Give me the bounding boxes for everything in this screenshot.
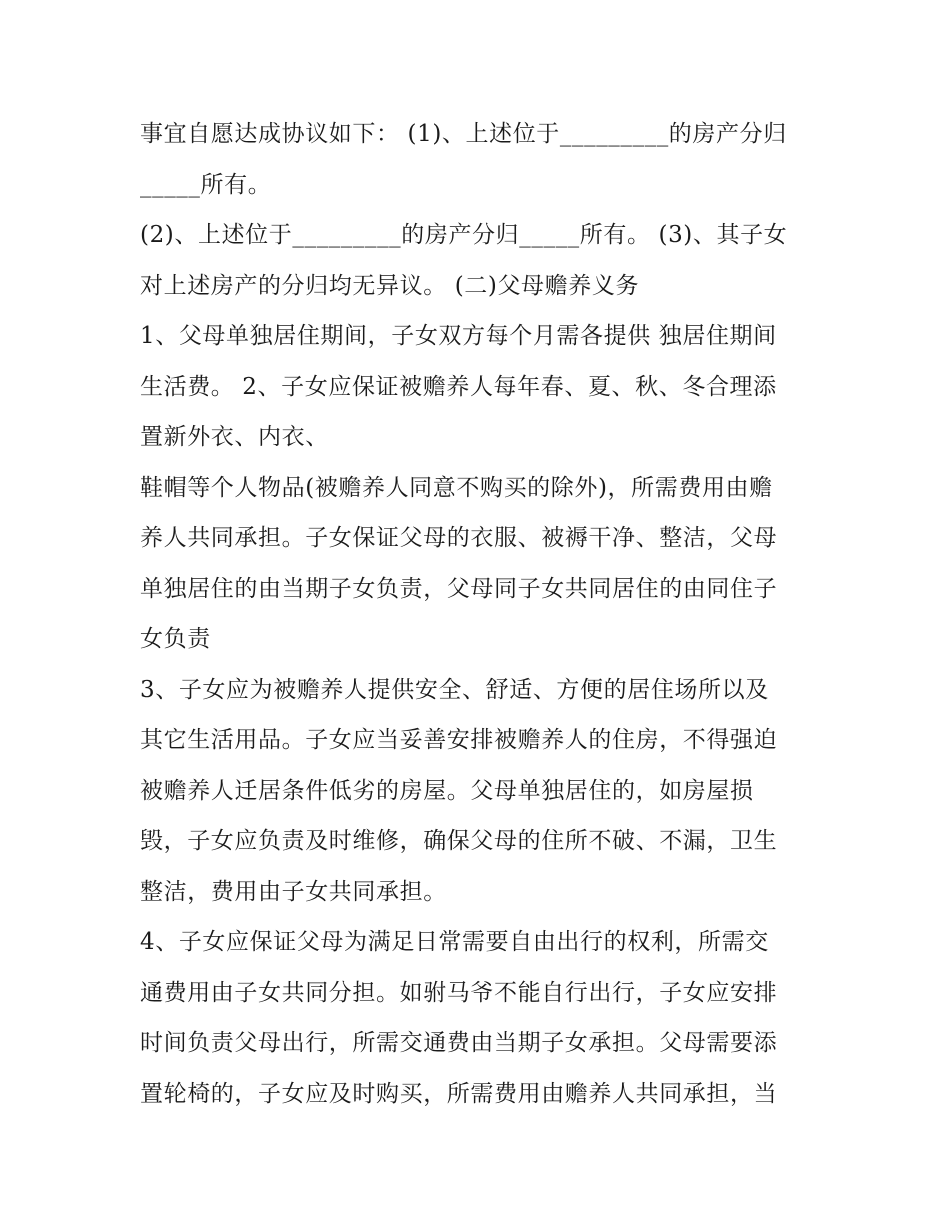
text-line: 单独居住的由当期子女负责，父母同子女共同居住的由同住子 [140,575,778,602]
text-line: 置新外衣、内衣、 [140,424,329,450]
document-body [140,109,820,1119]
text-line: 生活费。 2、子女应保证被赡养人每年春、夏、秋、冬合理添 [140,373,777,400]
text-line: _____所有。 [140,171,272,198]
text-line: 通费用由子女共同分担。如驸马爷不能自行出行，子女应安排 [140,979,778,1006]
text-line: 置轮椅的，子女应及时购买，所需费用由赡养人共同承担，当 [140,1080,778,1107]
text-line: 整洁，费用由子女共同承担。 [140,878,447,905]
text-line: (2)、上述位于_________的房产分归_____所有。 (3)、其子女 [140,222,788,248]
text-line: 养人共同承担。子女保证父母的衣服、被褥干净、整洁，父母 [140,525,778,551]
text-line: 鞋帽等个人物品(被赡养人同意不购买的除外)，所需费用由赡 [140,474,773,501]
text-line: 时间负责父母出行，所需交通费由当期子女承担。父母需要添 [140,1030,778,1056]
text-line: 1、父母单独居住期间，子女双方每个月需各提供 独居住期间 [140,323,777,349]
text-line: 4、子女应保证父母为满足日常需要自由出行的权利，所需交 [140,929,769,955]
text-line: 毁，子女应负责及时维修，确保父母的住所不破、不漏，卫生 [140,828,778,854]
text-line: 事宜自愿达成协议如下： (1)、上述位于_________的房产分归 [140,121,787,147]
text-line: 被赡养人迁居条件低劣的房屋。父母单独居住的，如房屋损 [140,777,754,804]
text-line: 3、子女应为被赡养人提供安全、舒适、方便的居住场所以及 [140,676,769,703]
text-line: 其它生活用品。子女应当妥善安排被赡养人的住房，不得强迫 [140,727,778,753]
text-line: 对上述房产的分归均无异议。 (二)父母赡养义务 [140,272,640,299]
text-line: 女负责 [140,626,211,652]
